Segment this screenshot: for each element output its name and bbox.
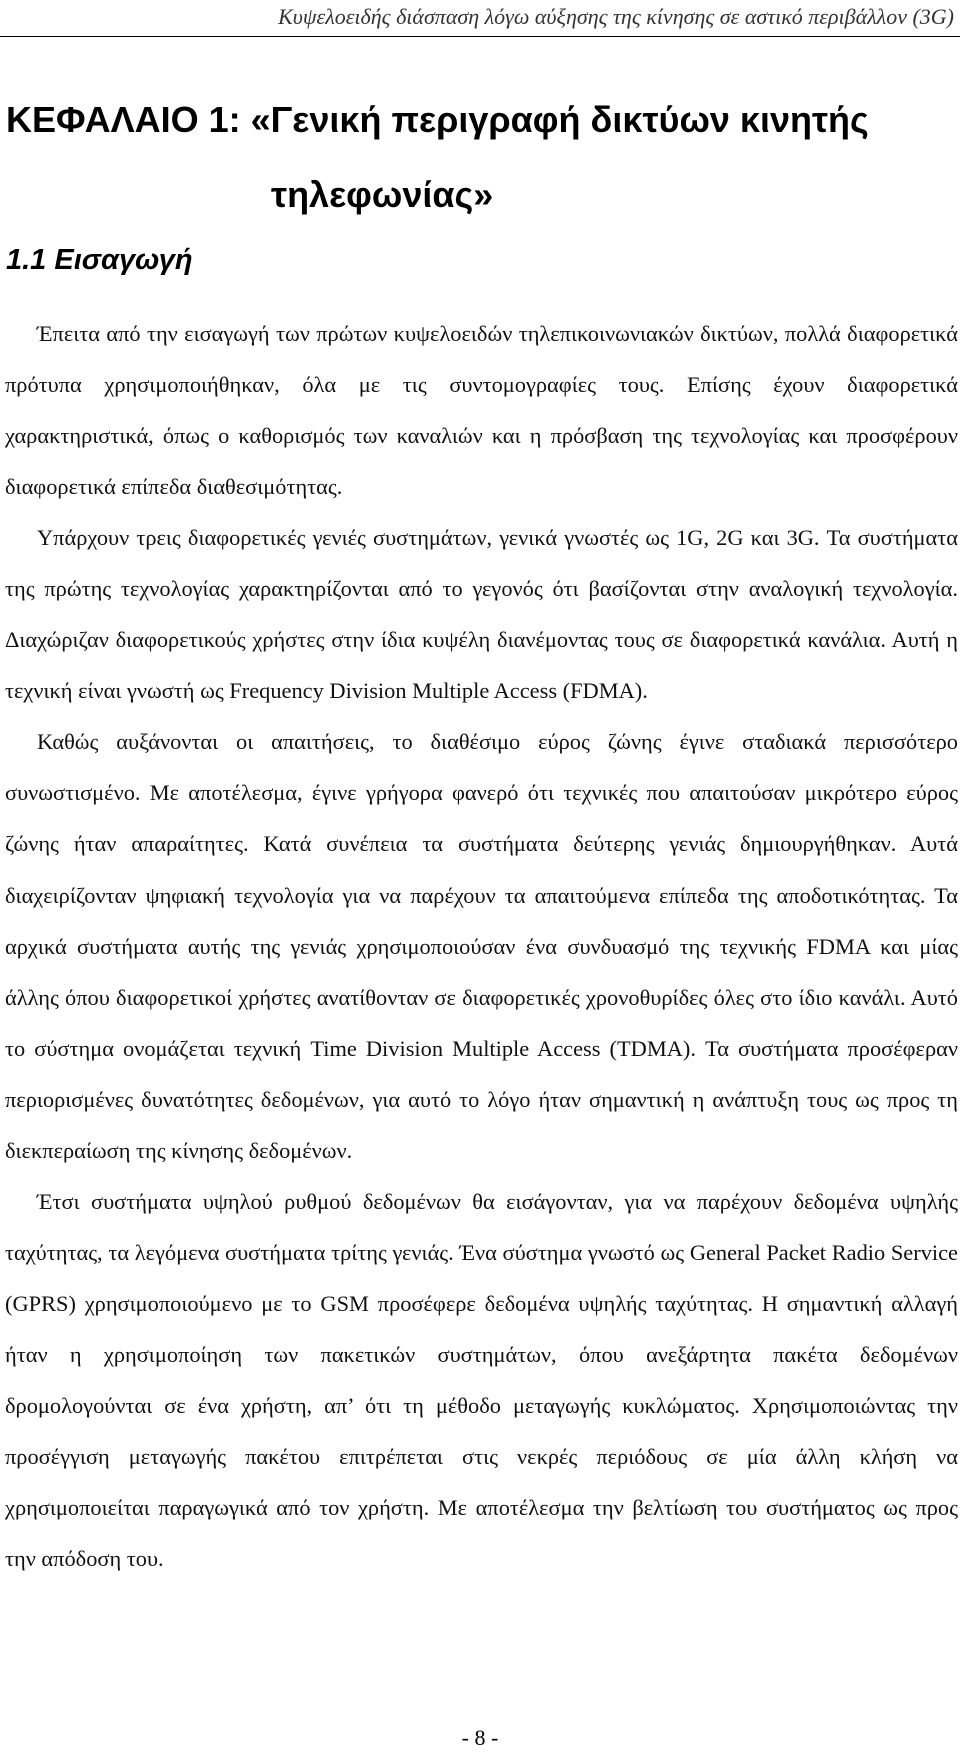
body-text bbox=[5, 308, 958, 1584]
page-header bbox=[0, 0, 960, 40]
paragraph: Υπάρχουν τρεις διαφορετικές γενιές συστημάτων, γενικά γνωστές ως 1G, 2G και 3G. Τα συστήματα της πρώτης τεχνολογίας χαρακτηρίζονται από το γεγονός ότι βασίζονται στην αναλογική τεχνολογία. Διαχώριζαν διαφορετικούς χρήστες στην ίδια κυψέλη διανέμοντας τους σε διαφορετικά κανάλια. Αυτή η τεχνική είναι γνωστή ως Frequency Division Multiple Access (FDMA). bbox=[5, 525, 958, 704]
chapter-title-line-1: ΚΕΦΑΛΑΙΟ 1: «Γενική περιγραφή δικτύων κινητής bbox=[6, 99, 869, 140]
running-header-title: Κυψελοειδής διάσπαση λόγω αύξησης της κίνησης σε αστικό περιβάλλον (3G) bbox=[278, 4, 954, 29]
chapter-title-line-2: τηλεφωνίας» bbox=[271, 174, 494, 215]
paragraph: Καθώς αυξάνονται οι απαιτήσεις, το διαθέσιμο εύρος ζώνης έγινε σταδιακά περισσότερο συνωστισμένο. Με αποτέλεσμα, έγινε γρήγορα φανερό ότι τεχνικές που απαιτούσαν μικρότερο εύρος ζώνης ήταν απαραίτητες. Κατά συνέπεια τα συστήματα δεύτερης γενιάς δημιουργήθηκαν. Αυτά διαχειρίζονταν ψηφιακή τεχνολογία για να παρέχουν τα απαιτούμενα επίπεδα της αποδοτικότητας. Τα αρχικά συστήματα αυτής της γενιάς χρησιμοποιούσαν ένα συνδυασμό της τεχνικής FDMA και μίας άλλης όπου διαφορετικοί χρήστες ανατίθονταν σε διαφορετικές χρονοθυρίδες όλες στο ίδιο κανάλι. Αυτό το σύστημα ονομάζεται τεχνική Time Division Multiple Access (TDMA). Τα συστήματα προσέφεραν περιορισμένες δυνατότητες δεδομένων, για αυτό το λόγο ήταν σημαντική η ανάπτυξη τους ως προς τη διεκπεραίωση της κίνησης δεδομένων. bbox=[5, 729, 958, 1163]
page-number: - 8 - bbox=[461, 1725, 499, 1750]
paragraph: Έπειτα από την εισαγωγή των πρώτων κυψελοειδών τηλεπικοινωνιακών δικτύων, πολλά διαφορετικά πρότυπα χρησιμοποιήθηκαν, όλα με τις συντομογραφίες τους. Επίσης έχουν διαφορετικά χαρακτηριστικά, όπως ο καθορισμός των καναλιών και η πρόσβαση της τεχνολογίας και προσφέρουν διαφορετικά επίπεδα διαθεσιμότητας. bbox=[5, 321, 958, 500]
paragraph: Έτσι συστήματα υψηλού ρυθμού δεδομένων θα εισάγονταν, για να παρέχουν δεδομένα υψηλής ταχύτητας, τα λεγόμενα συστήματα τρίτης γενιάς. Ένα σύστημα γνωστό ως General Packet Radio Service (GPRS) χρησιμοποιούμενο με το GSM προσέφερε δεδομένα υψηλής ταχύτητας. Η σημαντική αλλαγή ήταν η χρησιμοποίηση των πακετικών συστημάτων, όπου ανεξάρτητα πακέτα δεδομένων δρομολογούνται σε ένα χρήστη, απ’ ότι τη μέθοδο μεταγωγής κυκλώματος. Χρησιμοποιώντας την προσέγγιση μεταγωγής πακέτου επιτρέπεται στις νεκρές περιόδους σε μία άλλη κλήση να χρησιμοποιείται παραγωγικά από τον χρήστη. Με αποτέλεσμα την βελτίωση του συστήματος ως προς την απόδοση του. bbox=[5, 1188, 958, 1572]
section-heading: 1.1 Εισαγωγή bbox=[6, 244, 193, 276]
header-rule bbox=[0, 36, 960, 37]
